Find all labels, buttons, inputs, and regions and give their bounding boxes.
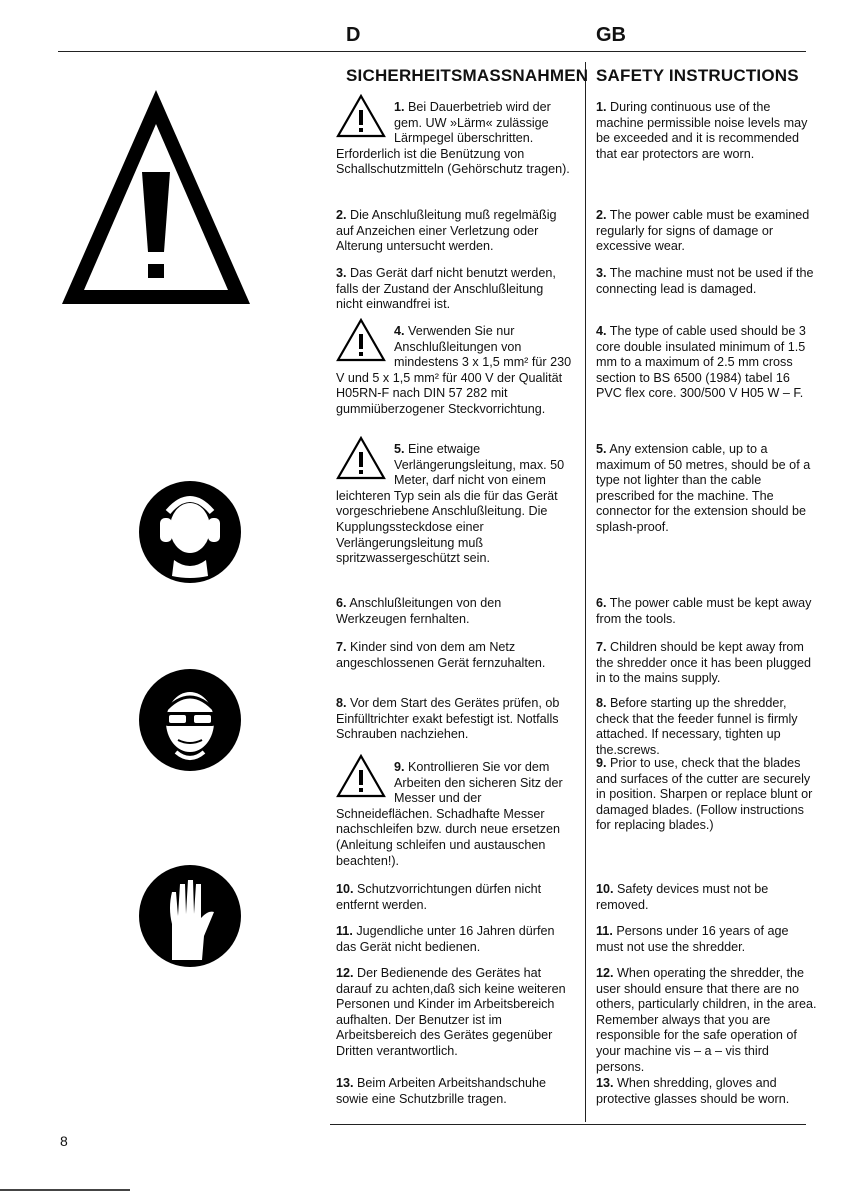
german-column xyxy=(336,100,572,1120)
de-item-7: 7. Kinder sind von dem am Netz angeschlossenen Gerät fernzuhalten. xyxy=(336,640,546,670)
eye-protection-icon xyxy=(138,668,242,772)
language-label-de: D xyxy=(346,24,361,46)
de-item-2: 2. Die Anschlußleitung muß regelmäßig auf Anzeichen einer Verletzung oder Alterung untersucht werden. xyxy=(336,208,557,254)
column-divider xyxy=(585,62,586,1122)
de-item-6: 6. Anschlußleitungen von den Werkzeugen fernhalten. xyxy=(336,596,502,626)
gb-item-4: 4. The type of cable used should be 3 core double insulated minimum of 1.5 mm to a maximum of 2.5 mm cross section to BS 6500 (1984) tabel 16 PVC flex core. 300/500 V H05 W – F. xyxy=(596,324,806,401)
gb-item-1: 1. During continuous use of the machine permissible noise levels may be exceeded and it is recommended that ear protectors are worn. xyxy=(596,100,808,161)
gb-item-2: 2. The power cable must be examined regularly for signs of damage or excessive wear. xyxy=(596,208,810,254)
bottom-rule xyxy=(330,1124,806,1125)
warning-triangle-icon xyxy=(56,82,256,312)
top-rule xyxy=(58,51,806,52)
gb-item-12: 12. When operating the shredder, the user should ensure that there are no others, particularly children, in the area. Remember always that you are responsible for the safe operation of your machine vis – a – vis third persons. xyxy=(596,966,817,1074)
german-heading: SICHERHEITSMASSNAHMEN xyxy=(346,66,589,85)
de-item-11: 11. Jugendliche unter 16 Jahren dürfen das Gerät nicht bedienen. xyxy=(336,924,555,954)
de-item-13: 13. Beim Arbeiten Arbeitshandschuhe sowie eine Schutzbrille tragen. xyxy=(336,1076,547,1106)
page-number: 8 xyxy=(60,1133,68,1149)
caution-icon xyxy=(336,436,386,480)
english-column xyxy=(596,100,818,1120)
gb-item-9: 9. Prior to use, check that the blades and surfaces of the cutter are securely in position. Sharpen or replace blunt or damaged blades. (Follow instructions for replacing blades.) xyxy=(596,756,813,833)
gb-item-13: 13. When shredding, gloves and protective glasses should be worn. xyxy=(596,1076,790,1106)
caution-icon xyxy=(336,318,386,362)
de-item-9: 9. Kontrollieren Sie vor dem Arbeiten den sicheren Sitz der Messer und der Schneideflächen. Schadhafte Messer nachschleifen bzw. durch neue ersetzen (Anleitung schleifen und austauschen beachten!). xyxy=(336,760,572,869)
de-item-5: 5. Eine etwaige Verlängerungsleitung, max. 50 Meter, darf nicht von einem leichteren Typ sein als die für das Gerät vorgeschriebene Anschlußleitung. Die Kupplungssteckdose einer Verlängerungsleitung muß spritzwassergeschützt sein. xyxy=(336,442,572,567)
gb-item-5: 5. Any extension cable, up to a maximum of 50 metres, should be of a type not lighter than the cable prescribed for the machine. The connector for the extension should be splash-proof. xyxy=(596,442,811,534)
gb-item-3: 3. The machine must not be used if the connecting lead is damaged. xyxy=(596,266,814,296)
de-item-4: 4. Verwenden Sie nur Anschlußleitungen von mindestens 3 x 1,5 mm² für 230 V und 5 x 1,5 mm² für 400 V der Qualität H05RN-F nach DIN 57 282 mit gummiüberzogener Steckvorrichtung. xyxy=(336,324,572,418)
ear-protection-icon xyxy=(138,480,242,584)
gb-item-10: 10. Safety devices must not be removed. xyxy=(596,882,769,912)
scan-edge-line xyxy=(0,1189,130,1191)
de-item-8: 8. Vor dem Start des Gerätes prüfen, ob Einfülltrichter exakt befestigt ist. Notfalls Schrauben nachziehen. xyxy=(336,696,560,742)
de-item-12: 12. Der Bedienende des Gerätes hat darauf zu achten,daß sich keine weiteren Personen und Kinder im Arbeitsbereich aufhalten. Der Benutzer ist im Arbeitsbereich des Gerätes gegenüber Dritten verantwortlich. xyxy=(336,966,566,1058)
caution-icon xyxy=(336,754,386,798)
language-label-gb: GB xyxy=(596,24,626,46)
gb-item-11: 11. Persons under 16 years of age must not use the shredder. xyxy=(596,924,789,954)
caution-icon xyxy=(336,94,386,138)
de-item-10: 10. Schutzvorrichtungen dürfen nicht entfernt werden. xyxy=(336,882,542,912)
gloves-icon xyxy=(138,864,242,968)
gb-item-7: 7. Children should be kept away from the shredder once it has been plugged in to the mains supply. xyxy=(596,640,811,686)
de-item-1: 1. Bei Dauerbetrieb wird der gem. UW »Lärm« zulässige Lärmpegel überschritten. Erforderlich ist die Benützung von Schallschutzmitteln (Gehörschutz tragen). xyxy=(336,100,572,178)
gb-item-6: 6. The power cable must be kept away from the tools. xyxy=(596,596,812,626)
de-item-3: 3. Das Gerät darf nicht benutzt werden, falls der Zustand der Anschlußleitung nicht einwandfrei ist. xyxy=(336,266,556,312)
gb-item-8: 8. Before starting up the shredder, check that the feeder funnel is firmly attached. If necessary, tighten up the.screws. xyxy=(596,696,798,757)
english-heading: SAFETY INSTRUCTIONS xyxy=(596,66,799,85)
